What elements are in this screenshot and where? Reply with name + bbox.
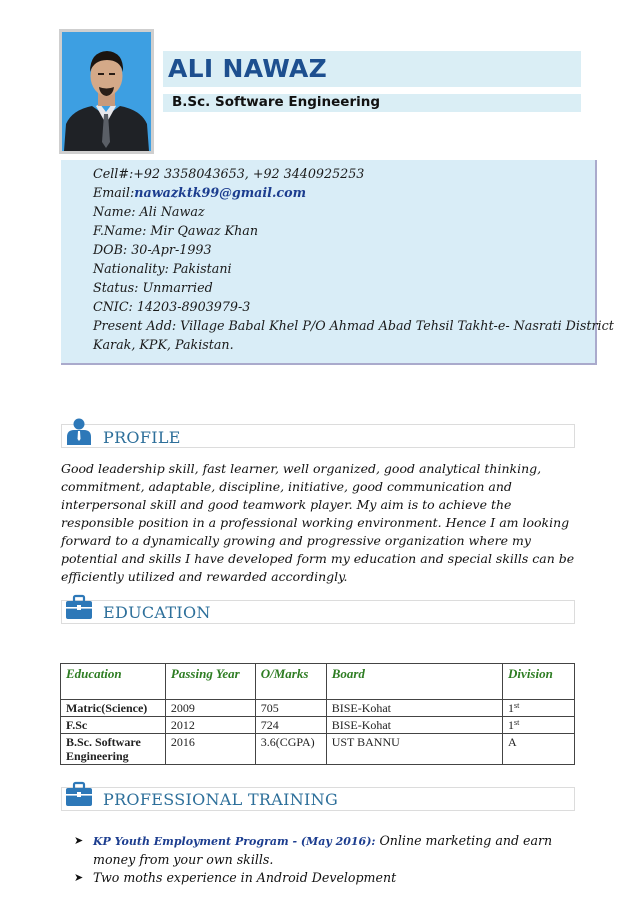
cell-division — [503, 717, 575, 734]
training-item-text: Online marketing and earn money from your own skills. — [93, 833, 553, 867]
briefcase-icon — [65, 593, 93, 621]
cell-marks: 724 — [255, 717, 326, 734]
cell-board: UST BANNU — [326, 734, 502, 765]
column-header: Division — [503, 664, 575, 700]
division-suffix: st — [514, 718, 520, 727]
contact-name: Name: Ali Nawaz — [93, 204, 205, 219]
person-icon — [65, 418, 93, 446]
contact-info-box — [61, 160, 614, 365]
profile-text: Good leadership skill, fast learner, well organized, good analytical thinking, commitment, adaptable, discipline, initiative, good communication and interpersonal skill and good teamwork player. My aim is to achieve the responsible position in a professional working environment. Hence I am looking forward to a dynamically growing and progressive organization where my potential and skills I have developed form my education and special skills can be efficiently utilized and rewarded accordingly. — [61, 461, 575, 584]
cell-board: BISE-Kohat — [326, 717, 502, 734]
candidate-name: ALI NAWAZ — [168, 54, 328, 83]
contact-father-name: F.Name: Mir Qawaz Khan — [93, 223, 259, 238]
cell-marks: 705 — [255, 700, 326, 717]
training-item-highlight: KP Youth Employment Program - (May 2016): — [93, 835, 376, 848]
table-row — [61, 734, 575, 765]
profile-photo — [59, 29, 154, 154]
division-suffix: st — [514, 701, 520, 710]
cell-board: BISE-Kohat — [326, 700, 502, 717]
table-row — [61, 700, 575, 717]
division-value: 1 — [508, 718, 515, 732]
cell-year: 2009 — [165, 700, 255, 717]
training-item-text: Two moths experience in Android Development — [93, 870, 397, 885]
division-value: A — [508, 735, 517, 749]
division-value: 1 — [508, 701, 515, 715]
table-row — [61, 717, 575, 734]
training-list — [74, 832, 594, 887]
cell-marks: 3.6(CGPA) — [255, 734, 326, 765]
arrow-bullet-icon: ➤ — [74, 871, 84, 884]
candidate-title: B.Sc. Software Engineering — [172, 94, 380, 110]
contact-cell: Cell#:+92 3358043653, +92 3440925253 — [93, 166, 365, 181]
column-header: Passing Year — [165, 664, 255, 700]
cell-education: F.Sc — [61, 717, 166, 734]
cell-education: B.Sc. Software Engineering — [61, 734, 166, 765]
table-header-row — [61, 664, 575, 700]
contact-address-line2: Karak, KPK, Pakistan. — [93, 337, 234, 352]
profile-heading: PROFILE — [103, 428, 181, 447]
briefcase-icon — [65, 780, 93, 808]
cell-education: Matric(Science) — [61, 700, 166, 717]
education-table — [60, 663, 575, 765]
cell-year: 2012 — [165, 717, 255, 734]
list-item — [74, 869, 594, 887]
column-header: Board — [326, 664, 502, 700]
cell-division — [503, 700, 575, 717]
contact-dob: DOB: 30-Apr-1993 — [93, 242, 212, 257]
person-portrait-icon — [62, 32, 151, 151]
list-item — [74, 832, 594, 869]
column-header: O/Marks — [255, 664, 326, 700]
cell-division — [503, 734, 575, 765]
arrow-bullet-icon: ➤ — [74, 834, 84, 847]
contact-nationality: Nationality: Pakistani — [93, 261, 232, 276]
training-heading: PROFESSIONAL TRAINING — [103, 790, 339, 809]
email-link[interactable]: nawazktk99@gmail.com — [134, 185, 307, 200]
contact-cnic: CNIC: 14203-8903979-3 — [93, 299, 251, 314]
contact-status: Status: Unmarried — [93, 280, 213, 295]
contact-email-line — [93, 183, 306, 202]
email-label: Email: — [93, 185, 135, 200]
contact-address-line1: Present Add: Village Babal Khel P/O Ahmad Abad Tehsil Takht-e- Nasrati District — [93, 318, 614, 333]
column-header: Education — [61, 664, 166, 700]
education-heading: EDUCATION — [103, 603, 211, 622]
cell-year: 2016 — [165, 734, 255, 765]
